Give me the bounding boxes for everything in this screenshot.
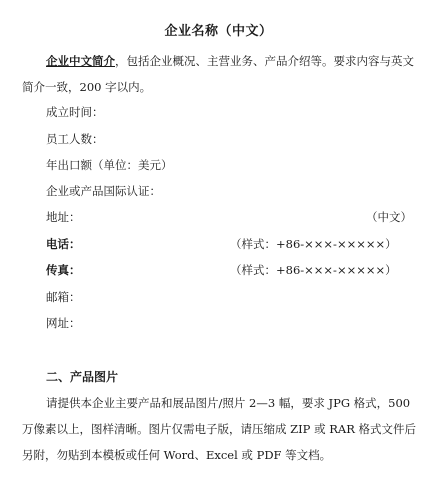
address-note: （中文） [366, 210, 412, 224]
intro-lead: 企业中文简介 [46, 54, 115, 68]
field-address: 地址： [46, 210, 81, 224]
fax-note: （样式：+86-×××-×××××） [230, 263, 397, 277]
field-certification: 企业或产品国际认证： [46, 184, 161, 198]
field-email: 邮箱： [46, 290, 81, 304]
field-export: 年出口额（单位：美元） [46, 158, 173, 172]
field-website: 网址： [46, 316, 81, 330]
field-phone: 电话： [46, 237, 81, 251]
field-employees: 员工人数： [46, 132, 104, 146]
company-name-title: 企业名称（中文） [164, 24, 273, 39]
phone-note: （样式：+86-×××-×××××） [230, 237, 397, 251]
intro-paragraph [22, 48, 422, 100]
field-fax: 传真： [46, 263, 81, 277]
section-heading-product-images: 二、产品图片 [46, 370, 119, 384]
field-established: 成立时间： [46, 105, 104, 119]
intro-text: ，包括企业概况、主营业务、产品介绍等。要求内容与英文简介一致，200 字以内。 [22, 54, 414, 94]
product-images-paragraph: 请提供本企业主要产品和展品图片/照片 2—3 幅，要求 JPG 格式，500 万像素以上，图样清晰。图片仅需电子版，请压缩成 ZIP 或 RAR 格式文件后另附，勿贴到本模板或任何 Word、Excel 或 PDF 等文档。 [22, 396, 417, 462]
